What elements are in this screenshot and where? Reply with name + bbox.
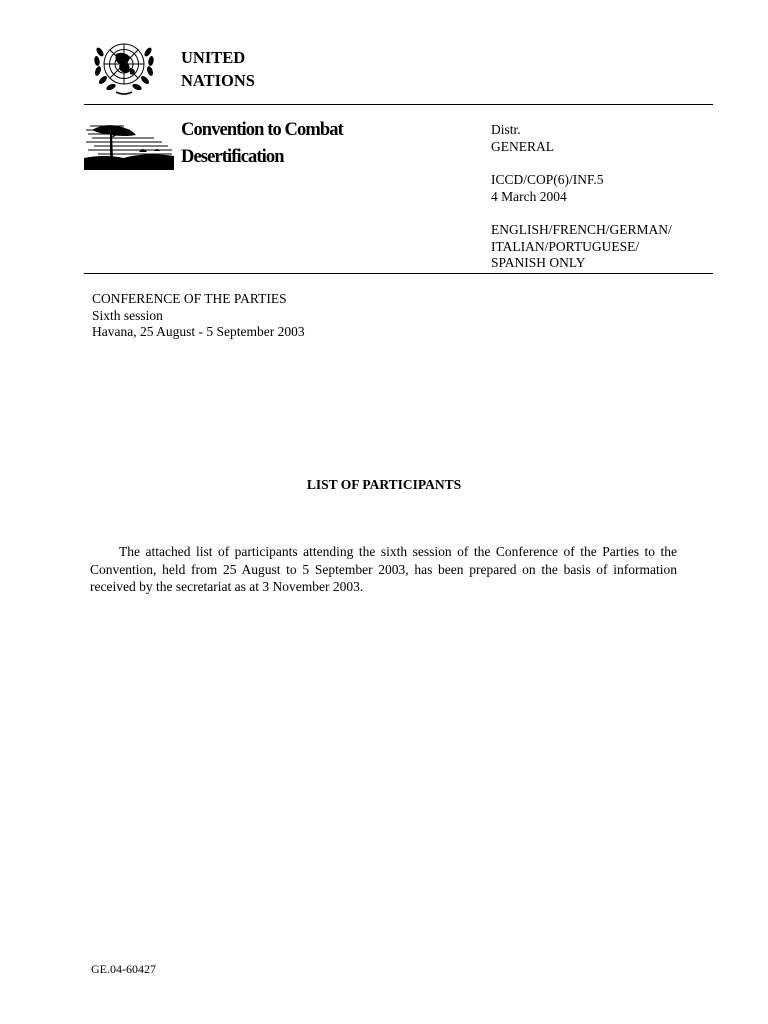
convention-name-line2: Desertification (181, 147, 284, 167)
distribution-block (491, 122, 554, 155)
distribution-type: GENERAL (491, 138, 554, 154)
conference-session: Sixth session (92, 307, 163, 323)
document-symbol-block (491, 172, 604, 205)
conference-place-date: Havana, 25 August - 5 September 2003 (92, 324, 305, 339)
document-title: LIST OF PARTICIPANTS (306, 477, 462, 492)
convention-name-line1: Convention to Combat (181, 120, 343, 140)
languages-line2: ITALIAN/PORTUGUESE/ (491, 238, 640, 254)
org-name-line1: UNITED (181, 48, 246, 67)
document-date: 4 March 2004 (491, 188, 567, 204)
convention-name (181, 117, 343, 171)
desert-tree-icon (84, 118, 174, 170)
languages-block (491, 222, 672, 272)
languages-line3: SPANISH ONLY (491, 255, 586, 270)
document-symbol: ICCD/COP(6)/INF.5 (491, 172, 604, 187)
org-name-line2: NATIONS (181, 71, 255, 90)
job-number: GE.04-60427 (91, 962, 156, 976)
body-paragraph: The attached list of participants attending the sixth session of the Conference of the Parties to the Convention, held from 25 August to 5 September 2003, has been prepared on the basis of information received by the secretariat as at 3 November 2003. (90, 544, 677, 594)
conference-info (92, 291, 305, 341)
section-divider (84, 273, 713, 274)
header-divider (84, 104, 713, 105)
un-emblem-icon (88, 34, 160, 100)
distribution-label: Distr. (491, 122, 521, 137)
conference-name: CONFERENCE OF THE PARTIES (92, 291, 287, 306)
languages-line1: ENGLISH/FRENCH/GERMAN/ (491, 222, 672, 237)
organization-name (181, 46, 255, 92)
